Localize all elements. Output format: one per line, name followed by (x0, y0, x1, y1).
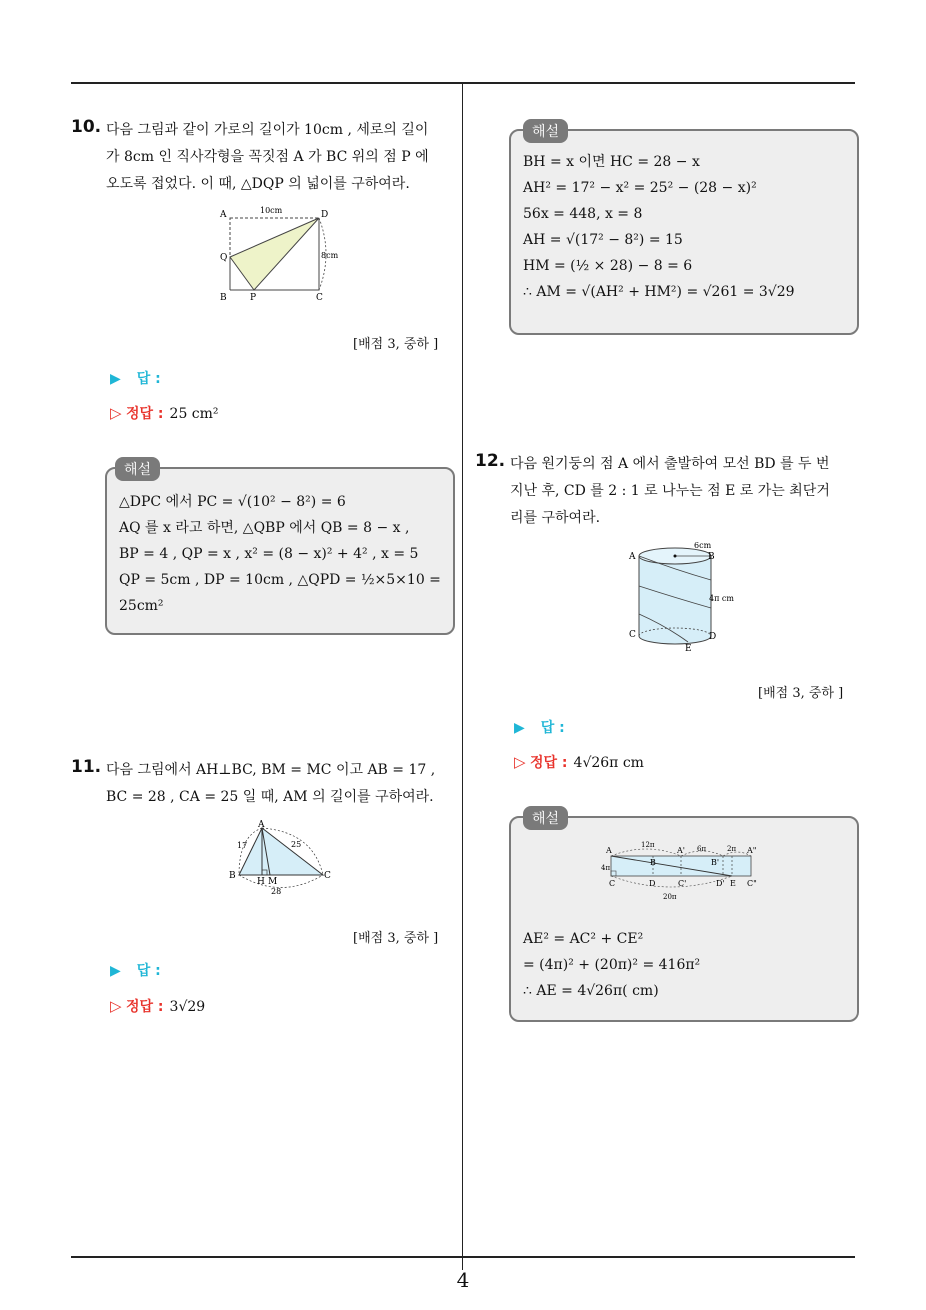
correct-answer (110, 403, 219, 423)
problem-number: 12. (475, 451, 506, 471)
net-label-A-double: A" (747, 846, 757, 855)
solution-line: 56x = 448, x = 8 (523, 206, 643, 222)
label-bc: 28 (271, 887, 282, 896)
solution-line: HM = (½ × 28) − 8 = 6 (523, 258, 693, 274)
correct-label: 정답 : (126, 406, 164, 422)
answer-field[interactable] (514, 717, 565, 737)
solution-line: BP = 4 , QP = x , x² = (8 − x)² + 4² , x = 5 (119, 546, 419, 562)
problem-line: 가 8cm 인 직사각형을 꼭짓점 A 가 BC 위의 점 P 에 (106, 149, 429, 165)
label-D: D (321, 210, 329, 220)
label-P: P (250, 293, 257, 303)
points: [배점 3, 중하 ] (353, 931, 439, 946)
net-label-C-prime: C' (678, 879, 687, 888)
label-ab: 17 (237, 841, 248, 850)
net-dim-4pi: 4π (601, 864, 611, 872)
play-icon: ▶ (110, 371, 121, 387)
net-label-C: C (609, 879, 616, 888)
label-C: C (324, 871, 331, 881)
net-dim-2pi: 2π (727, 845, 737, 853)
q11-figure (225, 818, 340, 900)
net-label-B-prime: B' (711, 858, 720, 867)
q12-figure (626, 538, 751, 656)
label-A: A (629, 552, 636, 562)
play-icon: ▶ (110, 963, 121, 979)
play-icon: ▶ (514, 720, 525, 736)
answer-label: 답 : (540, 720, 565, 736)
correct-value: 4√26π cm (573, 755, 644, 771)
cylinder-net-figure (601, 836, 771, 908)
solution-line: ∴ AM = √(AH² + HM²) = √261 = 3√29 (523, 284, 795, 300)
problem-line: BC = 28 , CA = 25 일 때, AM 의 길이를 구하여라. (106, 789, 434, 805)
answer-field[interactable] (110, 368, 161, 388)
solution-line: AQ 를 x 라고 하면, △QBP 에서 QB = 8 − x , (119, 520, 410, 536)
label-B: B (708, 552, 715, 562)
correct-value: 25 cm² (169, 406, 219, 422)
label-B: B (229, 871, 236, 881)
label-C: C (316, 293, 323, 303)
problem-number: 11. (71, 757, 102, 777)
problem-line: 다음 그림과 같이 가로의 길이가 10cm , 세로의 길이 (106, 122, 429, 138)
solution-line: △DPC 에서 PC = √(10² − 8²) = 6 (119, 494, 346, 510)
label-D: D (709, 632, 717, 642)
problem-line: 다음 그림에서 AH⊥BC, BM = MC 이고 AB = 17 , (106, 762, 436, 778)
label-H: H (257, 877, 265, 887)
net-label-A-prime: A' (677, 846, 685, 855)
problem-line: 다음 원기둥의 점 A 에서 출발하여 모선 BD 를 두 번 (510, 456, 830, 472)
solution-tab: 해설 (523, 119, 568, 143)
correct-value: 3√29 (169, 999, 206, 1015)
correct-label: 정답 : (126, 999, 164, 1015)
answer-field[interactable] (110, 960, 161, 980)
net-label-C-double: C" (747, 879, 757, 888)
triangle-outline-icon: ▷ (110, 404, 122, 422)
problem-12 (475, 451, 860, 526)
triangle-outline-icon: ▷ (514, 753, 526, 771)
solution-line: BH = x 이면 HC = 28 − x (523, 154, 700, 170)
solution-box (105, 462, 455, 635)
problem-line: 지난 후, CD 를 2 : 1 로 나누는 점 E 로 가는 최단거 (510, 483, 830, 499)
label-ac: 25 (291, 840, 302, 849)
net-dim-20pi: 20π (663, 893, 677, 901)
problem-11 (71, 757, 456, 805)
solution-tab: 해설 (115, 457, 160, 481)
net-label-A: A (606, 846, 612, 855)
label-A: A (258, 820, 265, 830)
triangle-outline-icon: ▷ (110, 997, 122, 1015)
problem-text (106, 117, 429, 198)
problem-number: 10. (71, 117, 102, 137)
correct-label: 정답 : (530, 755, 568, 771)
page-number: 4 (456, 1268, 470, 1292)
solution-line: AE² = AC² + CE² (523, 931, 644, 947)
solution-line: AH² = 17² − x² = 25² − (28 − x)² (523, 180, 757, 196)
label-radius: 6cm (694, 541, 712, 550)
solution-tab: 해설 (523, 806, 568, 830)
label-C: C (629, 630, 636, 640)
label-width: 10cm (260, 206, 283, 215)
label-B: B (220, 293, 227, 303)
answer-label: 답 : (136, 371, 161, 387)
label-height: 8cm (321, 251, 339, 260)
solution-lines (523, 926, 700, 1004)
problem-line: 리를 구하여라. (510, 510, 601, 526)
net-dim-12pi: 12π (641, 841, 655, 849)
correct-answer (110, 996, 205, 1016)
solution-lines (119, 489, 441, 619)
net-label-B: B (650, 858, 656, 867)
points: [배점 3, 중하 ] (353, 337, 439, 352)
solution-box (509, 811, 859, 1022)
net-label-D: D (649, 879, 656, 888)
q10-figure (215, 203, 350, 303)
label-E: E (685, 644, 692, 654)
solution-line: = (4π)² + (20π)² = 416π² (523, 957, 701, 973)
problem-line: 오도록 접었다. 이 때, △DQP 의 넓이를 구하여라. (106, 176, 410, 192)
solution-line: QP = 5cm , DP = 10cm , △QPD = ½×5×10 = (119, 572, 441, 588)
problem-10 (71, 117, 456, 192)
answer-label: 답 : (136, 963, 161, 979)
points: [배점 3, 중하 ] (758, 686, 844, 701)
label-M: M (268, 877, 278, 887)
label-Q: Q (220, 253, 228, 263)
solution-line: AH = √(17² − 8²) = 15 (523, 232, 683, 248)
solution-lines (523, 149, 795, 305)
label-A: A (220, 210, 227, 220)
solution-line: 25cm² (119, 598, 164, 614)
net-label-E: E (730, 879, 736, 888)
bottom-rule (71, 1256, 855, 1258)
problem-text (106, 757, 435, 811)
solution-line: ∴ AE = 4√26π( cm) (523, 983, 659, 999)
correct-answer (514, 752, 644, 772)
label-height: 4π cm (709, 594, 734, 603)
column-divider (462, 84, 463, 1270)
net-dim-6pi: 6π (697, 845, 707, 853)
net-label-D-prime: D' (716, 879, 725, 888)
problem-text (510, 451, 830, 532)
solution-box (509, 124, 859, 335)
